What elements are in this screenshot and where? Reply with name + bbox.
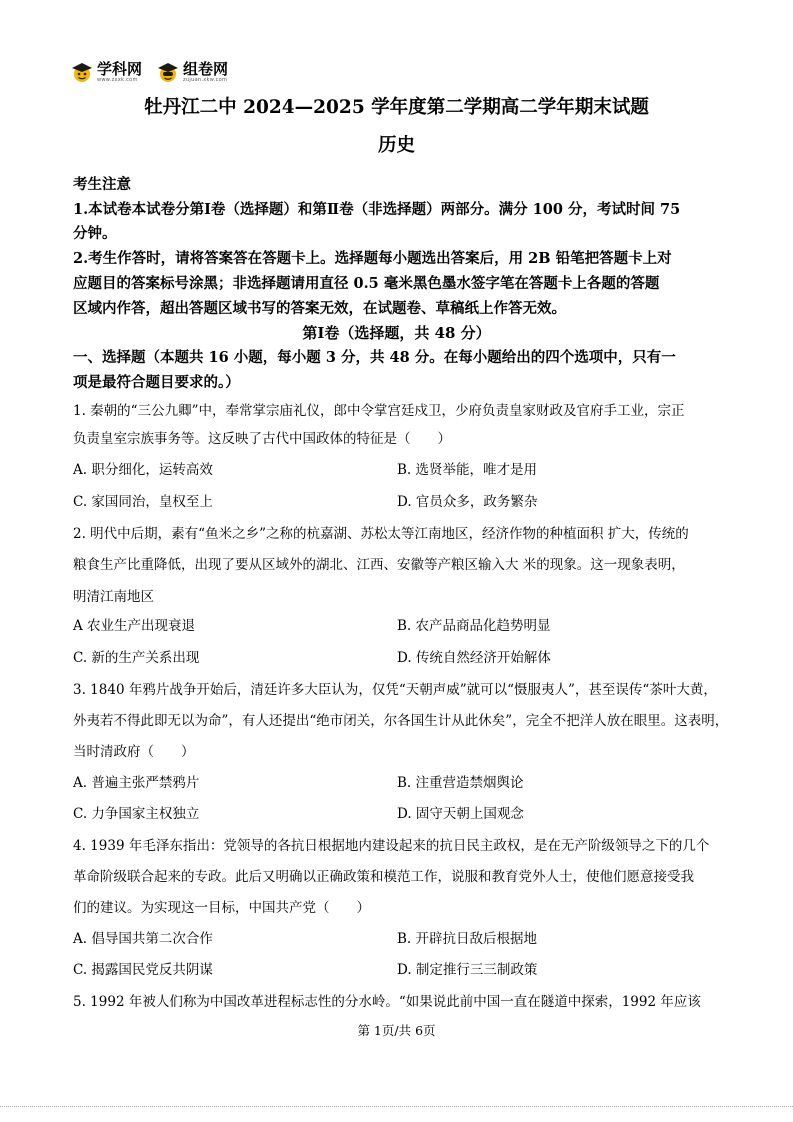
xkw-logo-url: www.zxxk.com: [97, 76, 138, 83]
question-5-text: 5. 1992 年被人们称为中国改革进程标志性的分水岭。“如果说此前中国一直在隧道中探索，1992 年应该: [73, 994, 701, 1010]
question-1-option-b: B. 选贤举能，唯才是用: [397, 462, 538, 478]
exam-title: 牡丹江二中 2024—2025 学年度第二学期高二学年期末试题: [144, 97, 649, 118]
question-2-option-d: D. 传统自然经济开始解体: [397, 650, 551, 666]
question-2-option-c: C. 新的生产关系出现: [73, 650, 200, 666]
question-2-option-a: A 农业生产出现衰退: [73, 618, 196, 634]
zjw-logo-url: zujuan.xkw.com: [183, 76, 228, 83]
logo-bar: [70, 60, 242, 84]
question-1-option-a: A. 职分细化，运转高效: [73, 462, 213, 478]
notice-heading: 考生注意: [73, 176, 131, 193]
question-3-text: 3. 1840 年鸦片战争开始后，清廷许多大臣认为，仅凭“天朝声威”就可以“慑服夷人”，甚至误传“茶叶大黄，: [73, 682, 717, 698]
question-3-option-b: B. 注重营造禁烟舆论: [397, 775, 524, 791]
question-1-text: 1. 秦朝的“三公九卿”中，奉常掌宗庙礼仪，郎中令掌宫廷戍卫，少府负责皇家财政及官府手工业，宗正: [73, 403, 685, 419]
question-3-option-a: A. 普遍主张严禁鸦片: [73, 775, 200, 791]
page-bottom-divider: [0, 1106, 793, 1107]
question-4-option-c: C. 揭露国民党反共阴谋: [73, 962, 213, 978]
subject-title: 历史: [377, 135, 416, 156]
notice-line: 应题目的答案标号涂黑；非选择题请用直径 0.5 毫米黑色墨水签字笔在答题卡上各题的答题: [73, 275, 660, 292]
question-4-text: 4. 1939 年毛泽东指出：党领导的各抗日根据地内建设起来的抗日民主政权，是在无产阶级领导之下的几个: [73, 838, 710, 854]
question-2-option-b: B. 农产品商品化趋势明显: [397, 618, 551, 634]
xkw-logo-icon: [70, 61, 94, 83]
question-2-text: 粮食生产比重降低，出现了要从区域外的湖北、江西、安徽等产粮区输入大 米的现象。这一现象表明，: [73, 557, 685, 573]
notice-line: 2.考生作答时，请将答案答在答题卡上。选择题每小题选出答案后，用 2B 铅笔把答题卡上对: [73, 250, 672, 267]
notice-line: 区域内作答，超出答题区域书写的答案无效，在试题卷、草稿纸上作答无效。: [73, 300, 566, 317]
xkw-logo-name: 学科网: [97, 59, 143, 78]
question-2-text: 明清江南地区: [73, 589, 154, 605]
question-3-option-c: C. 力争国家主权独立: [73, 806, 200, 822]
section-instruction: 项是最符合题目要求的。）: [73, 374, 240, 391]
zjw-logo: [156, 61, 228, 83]
question-1-text: 负责皇室宗族事务等。这反映了古代中国政体的特征是（ ）: [73, 431, 451, 447]
question-2-text: 2. 明代中后期，素有“鱼米之乡”之称的杭嘉湖、苏松太等江南地区，经济作物的种植面积 扩大，传统的: [73, 526, 689, 542]
question-3-text: 外夷若不得此即无以为命”，有人还提出“绝市闭关，尔各国生计从此休矣”，完全不把洋人放在眼里。这表明，: [73, 713, 729, 729]
page-number: 第 1页/共 6页: [357, 1023, 436, 1038]
question-3-option-d: D. 固守天朝上国观念: [397, 806, 524, 822]
question-3-text: 当时清政府（ ）: [73, 744, 195, 760]
question-4-option-d: D. 制定推行三三制政策: [397, 962, 538, 978]
question-4-option-b: B. 开辟抗日敌后根据地: [397, 931, 538, 947]
question-4-text: 们的建议。为实现这一目标，中国共产党（ ）: [73, 900, 370, 916]
xkw-logo: [70, 61, 142, 83]
section-title: 第Ⅰ卷（选择题，共 48 分）: [302, 324, 491, 342]
question-1-option-d: D. 官员众多，政务繁杂: [397, 494, 538, 510]
question-4-option-a: A. 倡导国共第二次合作: [73, 931, 213, 947]
section-instruction: 一、选择题（本题共 16 小题，每小题 3 分，共 48 分。在每小题给出的四个选项中，只有一: [73, 349, 676, 366]
notice-line: 分钟。: [73, 225, 117, 242]
question-4-text: 革命阶级联合起来的专政。此后又明确以正确政策和模范工作，说服和教育党外人士，使他们愿意接受我: [73, 869, 694, 885]
notice-line: 1.本试卷本试卷分第Ⅰ卷（选择题）和第Ⅱ卷（非选择题）两部分。满分 100 分，考试时间 75: [73, 201, 681, 218]
question-1-option-c: C. 家国同治，皇权至上: [73, 494, 213, 510]
zjw-logo-name: 组卷网: [183, 59, 229, 78]
zjw-logo-icon: [156, 61, 180, 83]
